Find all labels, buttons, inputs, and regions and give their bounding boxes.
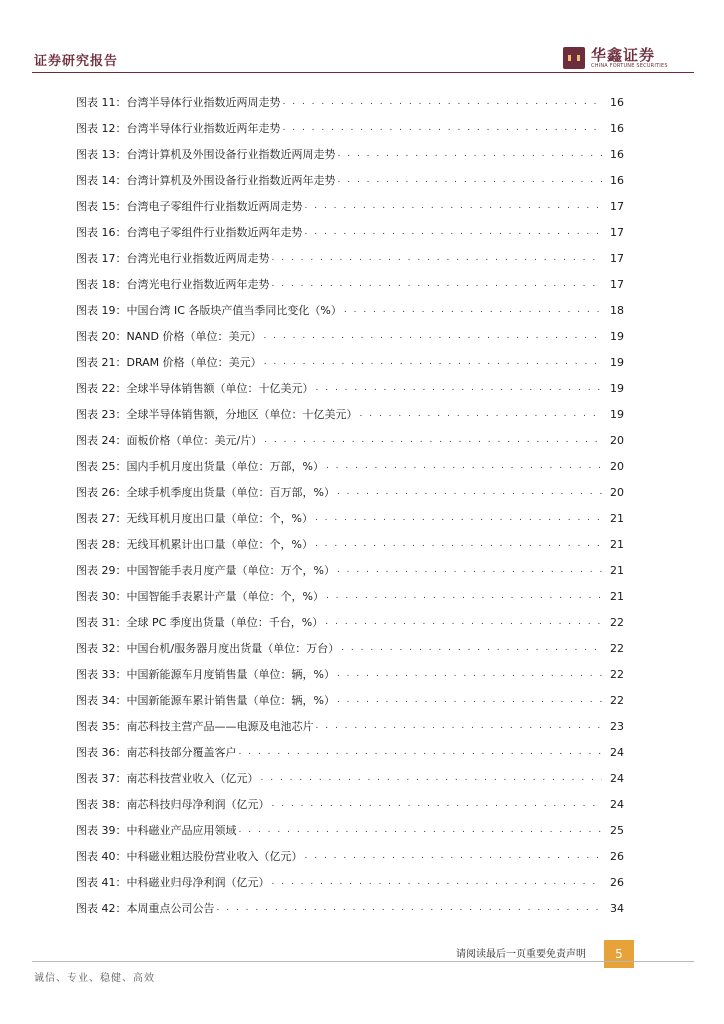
toc-entry[interactable]	[76, 817, 624, 843]
toc-entry-label: 图表 31：全球 PC 季度出货量（单位：千台，%）	[76, 616, 324, 629]
toc-entry-page: 17	[610, 277, 624, 291]
toc-entry-page: 21	[610, 537, 624, 551]
toc-entry-label: 图表 21：DRAM 价格（单位：美元）	[76, 356, 262, 369]
toc-leader-dots	[360, 409, 603, 419]
toc-entry-label: 图表 34：中国新能源车累计销售量（单位：辆，%）	[76, 694, 335, 707]
toc-entry-label: 图表 37：南芯科技营业收入（亿元）	[76, 772, 259, 785]
toc-entry-page: 22	[610, 615, 624, 629]
toc-entry-label: 图表 27：无线耳机月度出口量（单位：个，%）	[76, 512, 313, 525]
toc-entry-label: 图表 26：全球手机季度出货量（单位：百万部，%）	[76, 486, 335, 499]
toc-leader-dots	[239, 747, 603, 757]
toc-entry-page: 18	[610, 303, 624, 317]
toc-entry-page: 25	[610, 823, 624, 837]
toc-leader-dots	[337, 695, 602, 705]
toc-entry-page: 24	[610, 745, 624, 759]
toc-entry-page: 26	[610, 849, 624, 863]
toc-leader-dots	[239, 825, 603, 835]
toc-leader-dots	[337, 669, 602, 679]
toc-entry-page: 21	[610, 511, 624, 525]
toc-entry[interactable]	[76, 375, 624, 401]
toc-leader-dots	[305, 851, 603, 861]
toc-entry-label: 图表 22：全球半导体销售额（单位：十亿美元）	[76, 382, 314, 395]
toc-entry-label: 图表 41：中科磁业归母净利润（亿元）	[76, 876, 270, 889]
toc-entry[interactable]	[76, 791, 624, 817]
toc-entry-label: 图表 28：无线耳机累计出口量（单位：个，%）	[76, 538, 313, 551]
toc-leader-dots	[341, 643, 602, 653]
toc-entry-label: 图表 14：台湾计算机及外围设备行业指数近两年走势	[76, 174, 336, 187]
toc-leader-dots	[316, 721, 603, 731]
toc-entry-label: 图表 25：国内手机月度出货量（单位：万部，%）	[76, 460, 324, 473]
logo-mark-icon	[563, 47, 585, 69]
toc-entry-label: 图表 30：中国智能手表累计产量（单位：个，%）	[76, 590, 324, 603]
toc-entry[interactable]	[76, 895, 624, 921]
toc-entry[interactable]	[76, 869, 624, 895]
toc-entry-page: 20	[610, 433, 624, 447]
figure-list	[76, 89, 624, 921]
toc-leader-dots	[283, 97, 603, 107]
toc-leader-dots	[338, 175, 603, 185]
toc-entry-label: 图表 29：中国智能手表月度产量（单位：万个，%）	[76, 564, 335, 577]
toc-entry-page: 24	[610, 771, 624, 785]
toc-leader-dots	[283, 123, 603, 133]
toc-entry-page: 16	[610, 173, 624, 187]
report-type-title: 证券研究报告	[34, 54, 119, 69]
toc-entry-label: 图表 38：南芯科技归母净利润（亿元）	[76, 798, 270, 811]
toc-entry-label: 图表 20：NAND 价格（单位：美元）	[76, 330, 262, 343]
toc-entry[interactable]	[76, 739, 624, 765]
toc-entry[interactable]	[76, 245, 624, 271]
toc-entry[interactable]	[76, 531, 624, 557]
toc-entry-label: 图表 19：中国台湾 IC 各版块产值当季同比变化（%）	[76, 304, 342, 317]
toc-leader-dots	[263, 331, 602, 341]
toc-entry-page: 19	[610, 407, 624, 421]
toc-entry-page: 19	[610, 355, 624, 369]
toc-entry-page: 23	[610, 719, 624, 733]
toc-entry[interactable]	[76, 713, 624, 739]
toc-entry-label: 图表 24：面板价格（单位：美元/片）	[76, 434, 263, 447]
toc-entry[interactable]	[76, 297, 624, 323]
toc-entry[interactable]	[76, 349, 624, 375]
toc-entry-label: 图表 40：中科磁业粗达股份营业收入（亿元）	[76, 850, 303, 863]
toc-entry-page: 17	[610, 199, 624, 213]
toc-entry-label: 图表 35：南芯科技主营产品——电源及电池芯片	[76, 720, 314, 733]
toc-leader-dots	[272, 279, 603, 289]
toc-entry-page: 22	[610, 667, 624, 681]
toc-entry[interactable]	[76, 401, 624, 427]
toc-entry[interactable]	[76, 141, 624, 167]
toc-leader-dots	[315, 539, 602, 549]
footer-divider	[32, 961, 694, 962]
toc-leader-dots	[272, 253, 603, 263]
toc-entry-page: 17	[610, 251, 624, 265]
toc-leader-dots	[315, 513, 602, 523]
toc-entry-label: 图表 42：本周重点公司公告	[76, 902, 215, 915]
toc-leader-dots	[272, 877, 603, 887]
toc-entry-page: 24	[610, 797, 624, 811]
toc-entry-page: 20	[610, 459, 624, 473]
page-number-badge: 5	[604, 940, 634, 968]
toc-entry-label: 图表 11：台湾半导体行业指数近两周走势	[76, 96, 281, 109]
toc-entry[interactable]	[76, 557, 624, 583]
toc-leader-dots	[338, 149, 603, 159]
toc-entry-page: 19	[610, 381, 624, 395]
toc-leader-dots	[261, 773, 603, 783]
toc-leader-dots	[272, 799, 603, 809]
toc-entry[interactable]	[76, 323, 624, 349]
toc-leader-dots	[337, 565, 602, 575]
toc-entry-label: 图表 15：台湾电子零组件行业指数近两周走势	[76, 200, 303, 213]
toc-entry-page: 16	[610, 121, 624, 135]
toc-entry-label: 图表 17：台湾光电行业指数近两周走势	[76, 252, 270, 265]
toc-entry[interactable]	[76, 453, 624, 479]
toc-entry[interactable]	[76, 505, 624, 531]
toc-entry-label: 图表 33：中国新能源车月度销售量（单位：辆，%）	[76, 668, 335, 681]
header-divider	[32, 72, 694, 73]
toc-entry-label: 图表 23：全球半导体销售额，分地区（单位：十亿美元）	[76, 408, 358, 421]
toc-leader-dots	[305, 227, 603, 237]
toc-leader-dots	[316, 383, 603, 393]
toc-entry-page: 17	[610, 225, 624, 239]
logo-name-cn: 华鑫证券	[591, 46, 656, 64]
toc-leader-dots	[264, 435, 602, 445]
logo-name-en: CHINA FORTUNE SECURITIES	[591, 63, 668, 69]
toc-entry[interactable]	[76, 609, 624, 635]
toc-entry[interactable]	[76, 687, 624, 713]
disclaimer-note: 请阅读最后一页重要免责声明	[456, 949, 586, 960]
toc-leader-dots	[217, 903, 603, 913]
toc-entry-page: 20	[610, 485, 624, 499]
toc-leader-dots	[344, 305, 602, 315]
toc-entry[interactable]	[76, 843, 624, 869]
company-motto: 诚信、专业、稳健、高效	[34, 973, 155, 984]
company-logo	[563, 46, 668, 70]
toc-entry[interactable]	[76, 427, 624, 453]
toc-entry[interactable]	[76, 661, 624, 687]
toc-entry[interactable]	[76, 765, 624, 791]
toc-entry-label: 图表 39：中科磁业产品应用领域	[76, 824, 237, 837]
toc-entry-label: 图表 36：南芯科技部分覆盖客户	[76, 746, 237, 759]
toc-entry-label: 图表 32：中国台机/服务器月度出货量（单位：万台）	[76, 642, 340, 655]
toc-entry-page: 21	[610, 589, 624, 603]
toc-entry-label: 图表 18：台湾光电行业指数近两年走势	[76, 278, 270, 291]
toc-leader-dots	[325, 617, 602, 627]
toc-entry-page: 22	[610, 693, 624, 707]
toc-entry[interactable]	[76, 89, 624, 115]
toc-leader-dots	[326, 461, 602, 471]
toc-entry-label: 图表 12：台湾半导体行业指数近两年走势	[76, 122, 281, 135]
toc-entry-page: 16	[610, 147, 624, 161]
toc-entry-page: 34	[610, 901, 624, 915]
toc-entry[interactable]	[76, 583, 624, 609]
toc-entry-label: 图表 16：台湾电子零组件行业指数近两年走势	[76, 226, 303, 239]
toc-entry-page: 26	[610, 875, 624, 889]
toc-entry-page: 21	[610, 563, 624, 577]
toc-entry[interactable]	[76, 479, 624, 505]
toc-leader-dots	[264, 357, 602, 367]
toc-entry-label: 图表 13：台湾计算机及外围设备行业指数近两周走势	[76, 148, 336, 161]
toc-entry-page: 22	[610, 641, 624, 655]
toc-entry[interactable]	[76, 167, 624, 193]
toc-leader-dots	[326, 591, 602, 601]
toc-leader-dots	[337, 487, 602, 497]
toc-entry[interactable]	[76, 219, 624, 245]
toc-entry-page: 19	[610, 329, 624, 343]
toc-entry[interactable]	[76, 635, 624, 661]
toc-entry[interactable]	[76, 193, 624, 219]
toc-entry[interactable]	[76, 271, 624, 297]
toc-entry-page: 16	[610, 95, 624, 109]
toc-leader-dots	[305, 201, 603, 211]
toc-entry[interactable]	[76, 115, 624, 141]
